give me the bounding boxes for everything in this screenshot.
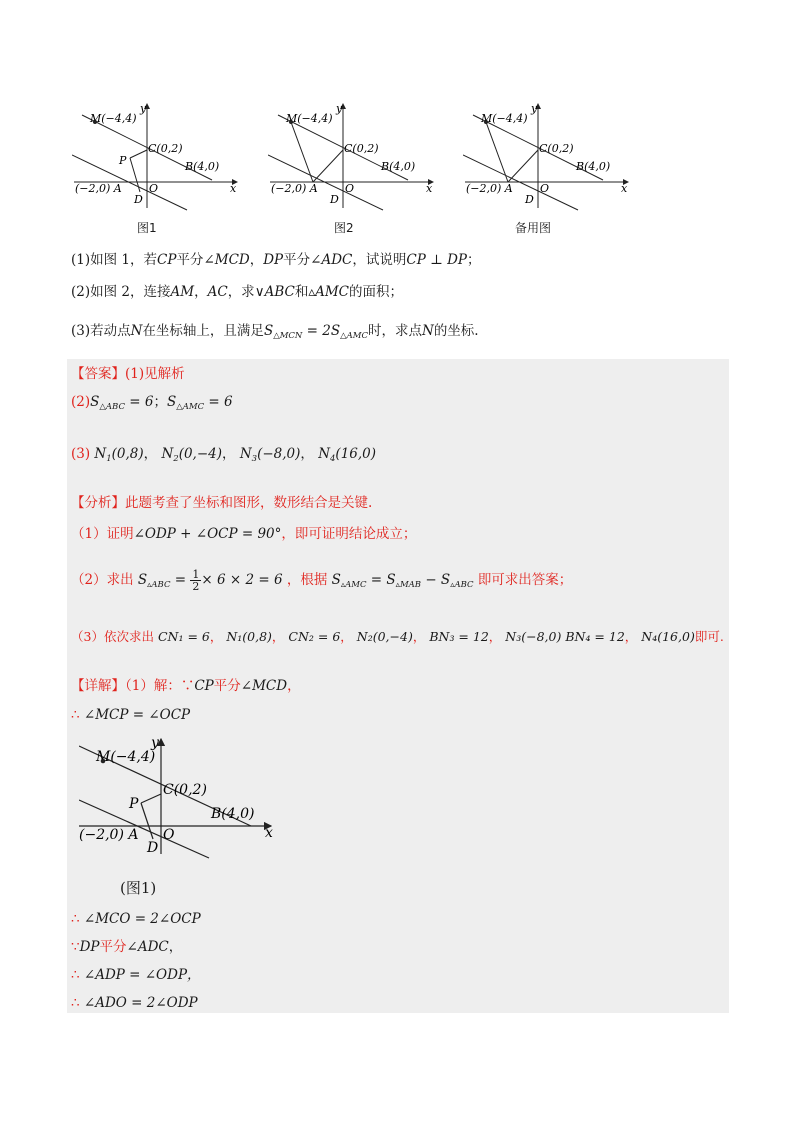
caption-fig-spare: 备用图 [515,221,552,235]
svg-text:(−2,0) A: (−2,0) A [466,182,513,195]
figure-2 [268,100,443,218]
analysis-p2: （2）求出 $S_{▵ABC}$ = $\frac{1}{2}$ × 6 × 2 = 6 ，根据 $S_{▵AMC} = S_{▵MAB} - S_{▵ABC}$ 即可求出答案； [71,568,573,593]
svg-text:D: D [525,193,534,206]
detail-line-5: ∴ ∠ADP = ∠ODP， [71,967,201,983]
svg-text:O: O [345,182,355,195]
svg-text:x: x [426,182,433,195]
label-C: C(0,2) [148,142,183,155]
svg-text:(−2,0) A: (−2,0) A [271,182,318,195]
detail-line-4: ∵DP平分∠ADC， [71,939,183,955]
figure-1 [72,100,247,218]
figure-spare [463,100,638,218]
answer-line-3: (3) $N_1(0,8)$， $N_2(0,-4)$， $N_3(-8,0)$， $N_4(16,0)$ [71,446,377,464]
svg-text:x: x [621,182,628,195]
label-A: (−2,0) A [75,182,122,195]
svg-text:O: O [540,182,550,195]
detail-figure-caption: (图1) [120,879,157,897]
svg-text:D: D [147,840,159,856]
analysis-p3: （3）依次求出 CN₁ = 6， N₁(0,8)， CN₂ = 6， N₂(0,−4)， BN₃ = 12， N₃(−8,0) BN₄ = 12， N₄(16,0)即可. [71,629,724,644]
question-1: (1)如图 1，若CP平分∠MCD，DP平分∠ADC，试说明CP ⊥ DP； [71,252,481,268]
svg-text:M(−4,4): M(−4,4) [96,749,156,765]
analysis-p1: （1）证明∠ODP + ∠OCP = 90°，即可证明结论成立； [71,526,417,542]
svg-text:C(0,2): C(0,2) [344,142,379,155]
svg-text:M(−4,4): M(−4,4) [286,112,333,125]
svg-text:B(4,0): B(4,0) [576,160,611,173]
svg-text:P: P [129,796,139,812]
svg-text:C(0,2): C(0,2) [163,782,207,798]
detail-line-1: 【详解】（1）解：∵CP平分∠MCD， [71,678,301,694]
answer-line-2: $(2)S_{\triangle ABC} = 6$；$S_{\triangle AMC} = 6$ [71,394,233,412]
label-y: y [140,102,147,115]
analysis-intro: 【分析】此题考查了坐标和图形，数形结合是关键. [71,495,373,511]
svg-text:O: O [163,827,175,843]
svg-text:y: y [151,736,159,751]
svg-text:y: y [531,102,538,115]
detail-figure [79,736,279,860]
svg-text:C(0,2): C(0,2) [539,142,574,155]
svg-text:B(4,0): B(4,0) [381,160,416,173]
detail-line-3: ∴ ∠MCO = 2∠OCP [71,911,201,927]
caption-fig1: 图1 [137,221,157,235]
label-P: P [119,154,127,167]
detail-tag: 【详解】 [71,678,125,694]
label-M: M(−4,4) [90,112,137,125]
answer-tag: 【答案】 [71,366,125,382]
svg-text:y: y [336,102,343,115]
caption-fig2: 图2 [334,221,354,235]
answer-line-1: 【答案】(1)见解析 [71,366,185,382]
label-x: x [230,182,237,195]
label-D: D [134,193,143,206]
question-2: (2)如图 2，连接AM，AC，求∨ABC和▵AMC的面积； [71,284,404,300]
question-3: (3)若动点N在坐标轴上，且满足$S_{\triangle MCN} = 2S_{\triangle AMC}$时，求点N的坐标. [71,323,479,341]
label-O: O [149,182,159,195]
svg-text:x: x [265,825,273,841]
label-B: B(4,0) [185,160,220,173]
analysis-tag: 【分析】 [71,495,125,511]
svg-text:D: D [330,193,339,206]
svg-text:M(−4,4): M(−4,4) [481,112,528,125]
detail-line-6: ∴ ∠ADO = 2∠ODP [71,995,198,1011]
svg-text:B(4,0): B(4,0) [211,806,255,822]
detail-line-2: ∴ ∠MCP = ∠OCP [71,707,191,723]
svg-text:(−2,0) A: (−2,0) A [79,827,139,843]
